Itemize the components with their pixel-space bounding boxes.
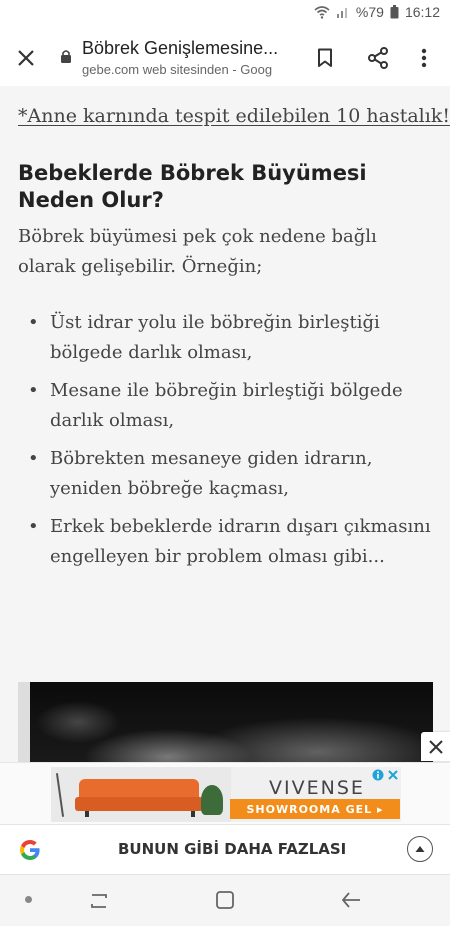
sofa-leg [85, 811, 89, 817]
share-icon [367, 47, 389, 69]
adchoices-close-icon [387, 769, 399, 781]
google-logo-icon [18, 838, 42, 862]
more-vertical-icon [421, 48, 427, 68]
close-icon [429, 740, 443, 754]
page-source: gebe.com web sitesinden - Goog [82, 62, 273, 77]
list-item: • Böbrekten mesaneye giden idrarın, yeniden böbreğe kaçması, [18, 444, 432, 504]
triangle-up-icon [415, 845, 425, 853]
wifi-icon [314, 5, 330, 19]
battery-percent: %79 [355, 4, 384, 20]
more-options-button[interactable] [412, 44, 436, 72]
close-button[interactable] [12, 44, 40, 72]
section-heading: Bebeklerde Böbrek Büyümesi Neden Olur? [18, 161, 367, 212]
sofa-seat-shape [75, 797, 203, 811]
list-item: • Erkek bebeklerde idrarın dışarı çıkmasını engelleyen bir problem olması gibi... [18, 512, 432, 572]
bookmark-icon [317, 48, 333, 68]
browser-toolbar [0, 28, 450, 87]
sofa-leg [191, 811, 195, 817]
ad-cta-button[interactable]: SHOWROOMA GEL ▸ [230, 799, 400, 819]
ad-close-button[interactable] [421, 732, 450, 761]
battery-icon [390, 5, 399, 19]
lock-icon [60, 49, 72, 63]
recent-apps-icon[interactable] [88, 891, 110, 911]
status-bar [0, 0, 450, 28]
nav-dot-icon[interactable] [25, 896, 32, 903]
intro-paragraph: Böbrek büyümesi pek çok nedene bağlı olarak gelişebilir. Örneğin; [18, 226, 377, 277]
clock: 16:12 [404, 4, 440, 20]
list-item: • Mesane ile böbreğin birleştiği bölgede darlık olması, [18, 376, 432, 436]
bookmark-button[interactable] [312, 44, 338, 72]
ad-banner[interactable] [51, 767, 401, 822]
share-button[interactable] [364, 44, 392, 72]
sofa-image [51, 767, 231, 822]
more-like-this-bar[interactable] [0, 824, 450, 875]
list-item: • Üst idrar yolu ile böbreğin birleştiği bölgede darlık olması, [18, 308, 432, 368]
home-icon[interactable] [215, 890, 235, 910]
related-article-link[interactable]: *Anne karnında tespit edilebilen 10 hastalık! [18, 105, 450, 127]
lamp-shape [56, 773, 64, 817]
ad-brand: VIVENSE [269, 777, 365, 799]
adchoices[interactable] [372, 769, 399, 781]
ad-container [0, 762, 450, 825]
back-arrow-icon[interactable] [340, 890, 362, 910]
signal-icon [336, 5, 350, 19]
adchoices-info-icon [372, 769, 384, 781]
more-like-this-label: BUNUN GİBİ DAHA FAZLASI [118, 840, 347, 858]
plant-shape [201, 785, 223, 815]
status-indicators [314, 4, 440, 20]
system-nav-bar [0, 874, 450, 926]
cause-list [18, 308, 432, 580]
expand-button[interactable] [407, 836, 433, 862]
close-icon [17, 49, 35, 67]
page-title: Böbrek Genişlemesine... [82, 38, 279, 58]
article-content [0, 86, 450, 763]
image-frame-edge [18, 682, 30, 763]
ultrasound-image [18, 682, 433, 763]
